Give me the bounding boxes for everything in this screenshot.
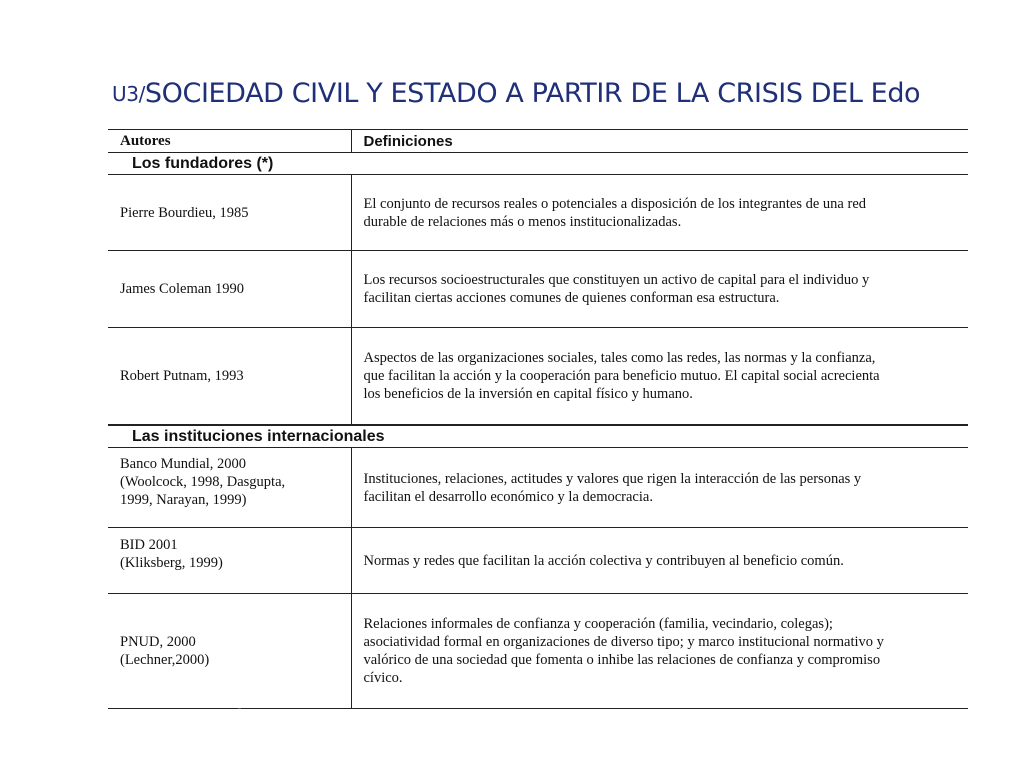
author-line: BID 2001 — [120, 537, 178, 553]
definitions-table-wrapper — [108, 129, 968, 709]
slide-title-main: SOCIEDAD CIVIL Y ESTADO A PARTIR DE LA CRISIS DEL Edo — [144, 78, 921, 109]
definition-line: cívico. — [363, 670, 403, 686]
section-title: Las instituciones internacionales — [108, 425, 968, 448]
author-line: Robert Putnam, 1993 — [120, 368, 244, 384]
header-definitions: Definiciones — [351, 130, 968, 153]
author-line: 1999, Narayan, 1999) — [120, 492, 247, 508]
definition-line: valórico de una sociedad que fomenta o inhibe las relaciones de confianza y compromiso — [363, 652, 881, 668]
author-cell — [108, 594, 351, 709]
section-row — [108, 425, 968, 448]
definition-line: los beneficios de la inversión en capital físico y humano. — [363, 386, 693, 402]
definition-line: facilitan ciertas acciones comunes de quienes conforman esa estructura. — [363, 290, 780, 306]
slide-title — [112, 78, 920, 109]
definition-line: Instituciones, relaciones, actitudes y valores que rigen la interacción de las personas y — [363, 470, 862, 487]
definition-cell — [351, 175, 968, 251]
table-row — [108, 528, 968, 594]
section-row — [108, 153, 968, 175]
definition-cell — [351, 448, 968, 528]
author-line: PNUD, 2000 — [120, 634, 196, 650]
author-line: Banco Mundial, 2000 — [120, 456, 247, 472]
table-row — [108, 594, 968, 709]
definition-line: El conjunto de recursos reales o potenciales a disposición de los integrantes de una red — [363, 195, 867, 212]
author-line: (Kliksberg, 1999) — [120, 555, 223, 571]
table-row — [108, 328, 968, 426]
author-cell — [108, 328, 351, 426]
author-cell — [108, 448, 351, 528]
definition-line: Normas y redes que facilitan la acción colectiva y contribuyen al beneficio común. — [363, 552, 844, 569]
definition-line: que facilitan la acción y la cooperación para beneficio mutuo. El capital social acrecienta — [363, 368, 880, 384]
author-cell — [108, 175, 351, 251]
table-header-row — [108, 130, 968, 153]
section-title: Los fundadores (*) — [108, 153, 968, 175]
author-cell — [108, 528, 351, 594]
author-cell — [108, 251, 351, 328]
header-authors: Autores — [108, 130, 351, 153]
definition-cell — [351, 594, 968, 709]
definition-line: facilitan el desarrollo económico y la democracia. — [363, 488, 653, 505]
definition-line: Relaciones informales de confianza y cooperación (familia, vecindario, colegas); — [363, 616, 833, 632]
definition-cell — [351, 528, 968, 594]
table-row — [108, 175, 968, 251]
definitions-table — [108, 129, 968, 709]
slide-title-prefix: U3/ — [112, 82, 145, 106]
stray-mark — [238, 708, 241, 709]
definition-line: durable de relaciones más o menos institucionalizadas. — [363, 213, 682, 230]
definition-line: asociatividad formal en organizaciones de diverso tipo; y marco institucional normativo y — [363, 634, 884, 650]
definition-line: Aspectos de las organizaciones sociales, tales como las redes, las normas y la confianza, — [363, 350, 876, 366]
definition-cell — [351, 328, 968, 426]
definition-cell — [351, 251, 968, 328]
table-row — [108, 448, 968, 528]
table-row — [108, 251, 968, 328]
author-line: (Woolcock, 1998, Dasgupta, — [120, 474, 286, 490]
author-line: Pierre Bourdieu, 1985 — [120, 204, 249, 221]
definition-line: Los recursos socioestructurales que constituyen un activo de capital para el individuo y — [363, 272, 870, 288]
author-line: James Coleman 1990 — [120, 281, 245, 297]
author-line: (Lechner,2000) — [120, 652, 210, 668]
